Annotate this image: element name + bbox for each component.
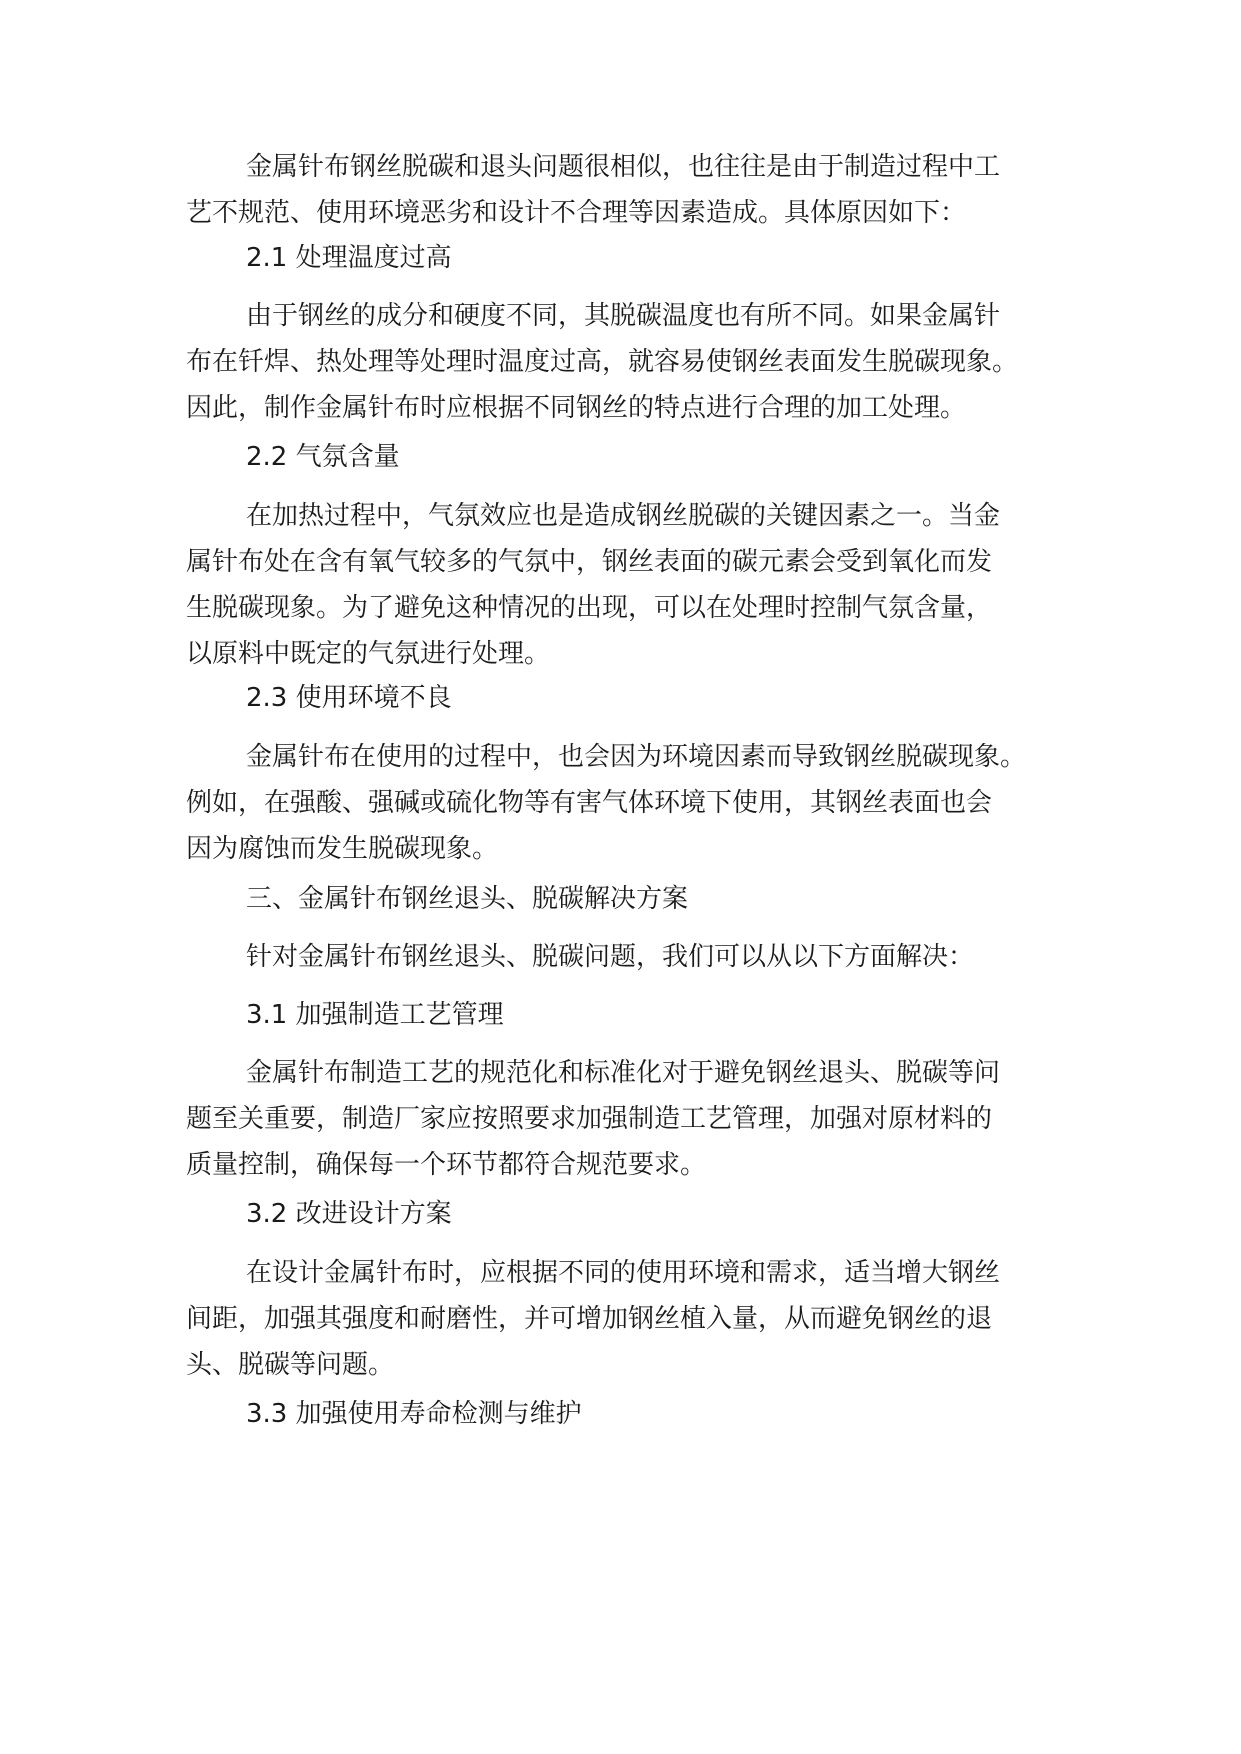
paragraph-line: 属针布处在含有氧气较多的气氛中，钢丝表面的碳元素会受到氧化而发 [186, 547, 993, 577]
heading-2-3: 2.3 使用环境不良 [246, 683, 452, 713]
paragraph-line: 布在钎焊、热处理等处理时温度过高，就容易使钢丝表面发生脱碳现象。 [186, 347, 1019, 377]
paragraph-cause-intro [186, 144, 1000, 236]
paragraph-line: 在加热过程中，气氛效应也是造成钢丝脱碳的关键因素之一。当金 [246, 501, 1001, 531]
heading-section-3: 三、金属针布钢丝退头、脱碳解决方案 [246, 884, 689, 914]
paragraph-line: 金属针布在使用的过程中，也会因为环境因素而导致钢丝脱碳现象。 [246, 742, 1027, 772]
paragraph-line: 在设计金属针布时，应根据不同的使用环境和需求，适当增大钢丝 [246, 1258, 1001, 1288]
paragraph-line: 间距，加强其强度和耐磨性，并可增加钢丝植入量，从而避免钢丝的退 [186, 1304, 993, 1334]
heading-3-3: 3.3 加强使用寿命检测与维护 [246, 1399, 582, 1429]
paragraph-line: 以原料中既定的气氛进行处理。 [186, 639, 551, 669]
paragraph-line: 金属针布制造工艺的规范化和标准化对于避免钢丝退头、脱碳等问 [246, 1058, 1001, 1088]
paragraph-line: 因此，制作金属针布时应根据不同钢丝的特点进行合理的加工处理。 [186, 393, 967, 423]
heading-2-2: 2.2 气氛含量 [246, 442, 400, 472]
paragraph-line: 题至关重要，制造厂家应按照要求加强制造工艺管理，加强对原材料的 [186, 1104, 993, 1134]
paragraph-line: 头、脱碳等问题。 [186, 1350, 395, 1380]
paragraph-line: 因为腐蚀而发生脱碳现象。 [186, 834, 499, 864]
intro-solution: 针对金属针布钢丝退头、脱碳问题，我们可以从以下方面解决： [246, 942, 975, 972]
paragraph-line: 生脱碳现象。为了避免这种情况的出现，可以在处理时控制气氛含量， [186, 593, 993, 623]
paragraph-2-3 [186, 734, 1026, 872]
heading-3-1: 3.1 加强制造工艺管理 [246, 1000, 504, 1030]
paragraph-line: 例如，在强酸、强碱或硫化物等有害气体环境下使用，其钢丝表面也会 [186, 788, 993, 818]
paragraph-line: 质量控制，确保每一个环节都符合规范要求。 [186, 1150, 707, 1180]
paragraph-line: 艺不规范、使用环境恶劣和设计不合理等因素造成。具体原因如下： [186, 198, 967, 228]
paragraph-line: 由于钢丝的成分和硬度不同，其脱碳温度也有所不同。如果金属针 [246, 301, 1001, 331]
paragraph-3-2 [186, 1250, 1000, 1388]
paragraph-2-2 [186, 493, 1000, 677]
heading-2-1: 2.1 处理温度过高 [246, 243, 452, 273]
paragraph-line: 金属针布钢丝脱碳和退头问题很相似，也往往是由于制造过程中工 [246, 152, 1001, 182]
paragraph-2-1 [186, 293, 1018, 431]
heading-3-2: 3.2 改进设计方案 [246, 1199, 452, 1229]
paragraph-3-1 [186, 1050, 1000, 1188]
